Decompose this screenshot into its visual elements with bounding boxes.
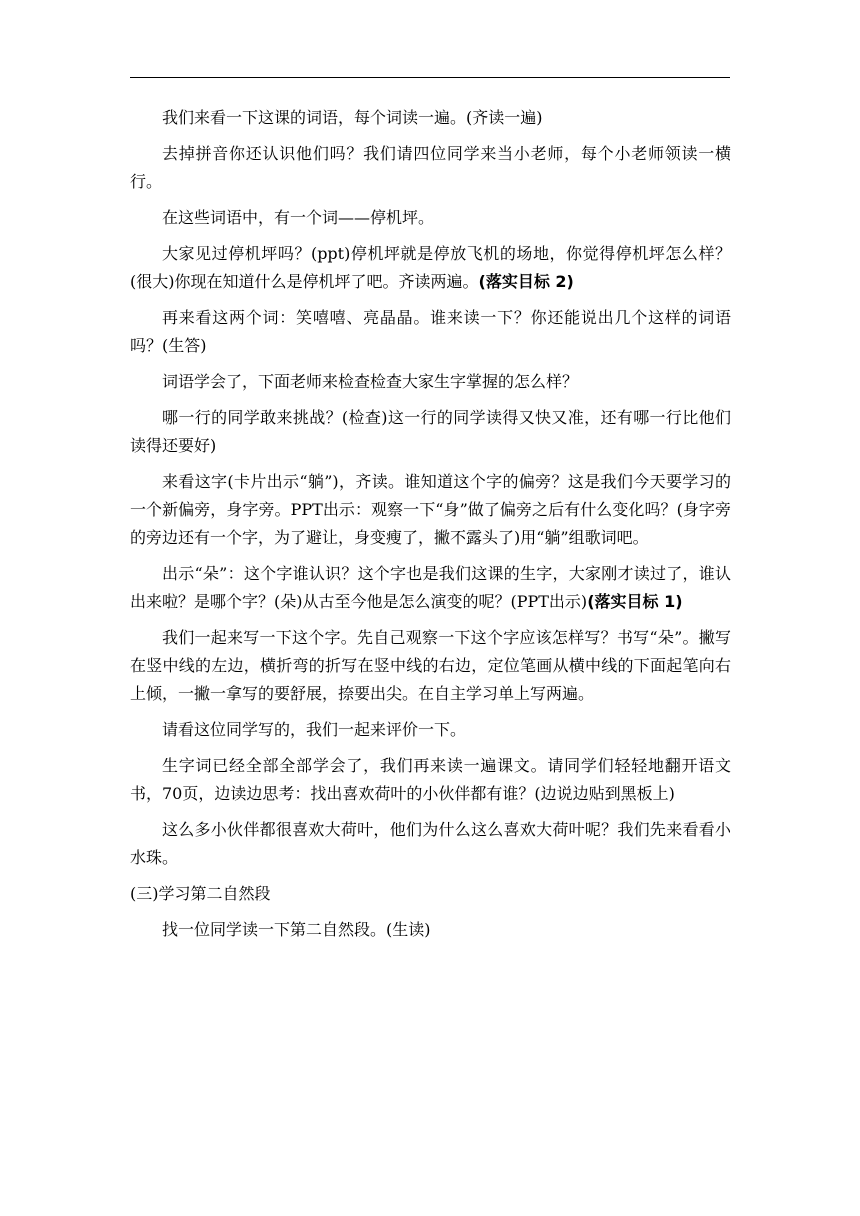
paragraph (130, 560, 731, 616)
paragraph-text: 哪一行的同学敢来挑战？(检查)这一行的同学读得又快又准，还有哪一行比他们读得还要好) (130, 408, 731, 455)
paragraph-text: 生字词已经全部全部学会了，我们再来读一遍课文。请同学们轻轻地翻开语文书，70页，边读边思考：找出喜欢荷叶的小伙伴都有谁？(边说边贴到黑板上) (130, 756, 731, 803)
header-rule (130, 77, 730, 78)
paragraph (130, 104, 731, 132)
target-note: (落实目标 1) (587, 592, 683, 611)
paragraph-text: 这么多小伙伴都很喜欢大荷叶，他们为什么这么喜欢大荷叶呢？我们先来看看小水珠。 (130, 820, 731, 867)
paragraph (130, 240, 731, 296)
paragraph (130, 368, 731, 396)
paragraph-text: 词语学会了，下面老师来检查检查大家生字掌握的怎么样？ (162, 372, 579, 391)
paragraph (130, 304, 731, 360)
paragraph (130, 140, 731, 196)
paragraph-text: 出示“朵”：这个字谁认识？这个字也是我们这课的生字，大家刚才读过了，谁认出来啦？是哪个字？(朵)从古至今他是怎么演变的呢？(PPT出示) (130, 564, 731, 611)
paragraph (130, 204, 731, 232)
paragraph (130, 624, 731, 708)
paragraph (130, 468, 731, 552)
paragraph-text: 来看这字(卡片出示“躺”)，齐读。谁知道这个字的偏旁？这是我们今天要学习的一个新偏旁，身字旁。PPT出示：观察一下“身”做了偏旁之后有什么变化吗？(身字旁的旁边还有一个字，为了避让，身变瘦了，撇不露头了)用“躺”组歌词吧。 (130, 472, 731, 547)
paragraph (130, 816, 731, 872)
paragraph (130, 404, 731, 460)
paragraph-text: 去掉拼音你还认识他们吗？我们请四位同学来当小老师，每个小老师领读一横行。 (130, 144, 731, 191)
paragraph-text: 我们来看一下这课的词语，每个词读一遍。(齐读一遍) (162, 108, 543, 127)
paragraph (130, 716, 731, 744)
paragraph-text: 大家见过停机坪吗？(ppt)停机坪就是停放飞机的场地，你觉得停机坪怎么样？(很大)你现在知道什么是停机坪了吧。齐读两遍。 (130, 244, 731, 291)
paragraph-text: (三)学习第二自然段 (130, 884, 271, 903)
section-heading (130, 880, 731, 908)
paragraph-text: 我们一起来写一下这个字。先自己观察一下这个字应该怎样写？书写“朵”。撇写在竖中线的左边，横折弯的折写在竖中线的右边，定位笔画从横中线的下面起笔向右上倾，一撇一拿写的要舒展，捺要出尖。在自主学习单上写两遍。 (130, 628, 731, 703)
paragraph-text: 在这些词语中，有一个词——停机坪。 (162, 208, 435, 227)
paragraph (130, 752, 731, 808)
paragraph-text: 再来看这两个词：笑嘻嘻、亮晶晶。谁来读一下？你还能说出几个这样的词语吗？(生答) (130, 308, 731, 355)
paragraph-text: 找一位同学读一下第二自然段。(生读) (162, 920, 431, 939)
document-body (130, 104, 731, 952)
paragraph-text: 请看这位同学写的，我们一起来评价一下。 (162, 720, 467, 739)
target-note: (落实目标 2) (478, 272, 574, 291)
paragraph (130, 916, 731, 944)
